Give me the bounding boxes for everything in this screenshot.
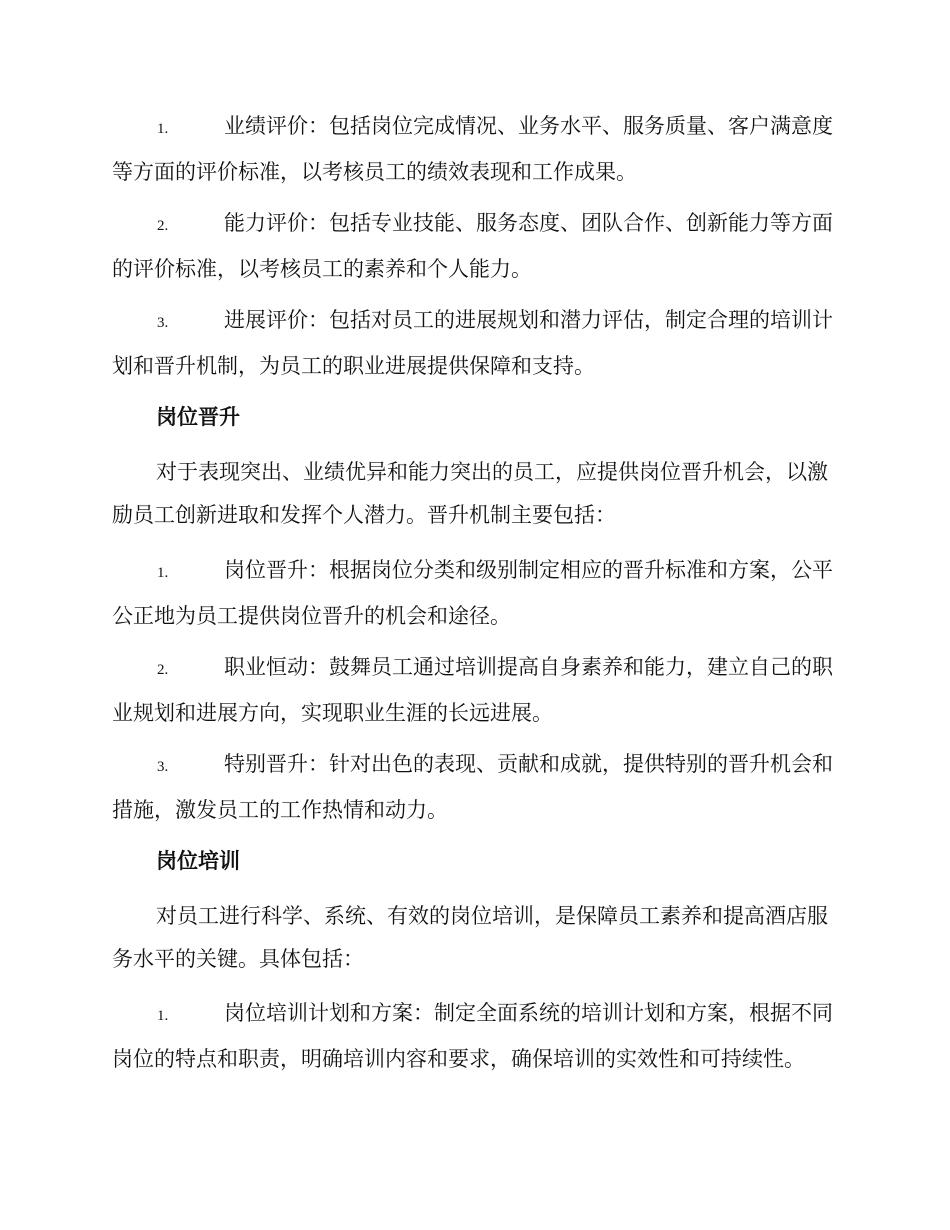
list-item-text: 岗位培训计划和方案：制定全面系统的培训计划和方案，根据不同岗位的特点和职责，明确培训内容和要求，确保培训的实效性和可持续性。 <box>112 1001 833 1071</box>
body-paragraph: 对员工进行科学、系统、有效的岗位培训，是保障员工素养和提高酒店服务水平的关键。具体包括： <box>112 904 828 971</box>
list-item-text: 岗位晋升：根据岗位分类和级别制定相应的晋升标准和方案，公平公正地为员工提供岗位晋升的机会和途径。 <box>112 558 833 628</box>
list-item <box>112 992 834 1081</box>
list-number: 3. <box>157 315 169 331</box>
list-number: 2. <box>157 218 169 234</box>
list-item-text: 特别晋升：针对出色的表现、贡献和成就，提供特别的晋升机会和措施，激发员工的工作热情和动力。 <box>112 752 833 822</box>
section-heading: 岗位培训 <box>156 849 240 873</box>
section-heading: 岗位晋升 <box>156 405 240 429</box>
list-item-text: 能力评价：包括专业技能、服务态度、团队合作、创新能力等方面的评价标准，以考核员工的素养和个人能力。 <box>112 211 833 281</box>
list-number: 1. <box>157 121 169 137</box>
list-item-text: 业绩评价：包括岗位完成情况、业务水平、服务质量、客户满意度等方面的评价标准，以考核员工的绩效表现和工作成果。 <box>112 114 833 184</box>
list-number: 2. <box>157 662 169 678</box>
list-item <box>112 743 834 832</box>
list-number: 3. <box>157 759 169 775</box>
list-number: 1. <box>157 1008 169 1024</box>
list-number: 1. <box>157 565 169 581</box>
list-item <box>112 202 834 291</box>
list-item-text: 进展评价：包括对员工的进展规划和潜力评估，制定合理的培训计划和晋升机制，为员工的职业进展提供保障和支持。 <box>112 308 833 378</box>
list-item <box>112 549 834 638</box>
list-item <box>112 646 834 735</box>
body-paragraph: 对于表现突出、业绩优异和能力突出的员工，应提供岗位晋升机会，以激励员工创新进取和发挥个人潜力。晋升机制主要包括： <box>112 460 828 527</box>
list-item <box>112 105 834 194</box>
list-item <box>112 299 834 388</box>
list-item-text: 职业恒动：鼓舞员工通过培训提高自身素养和能力，建立自己的职业规划和进展方向，实现职业生涯的长远进展。 <box>112 655 833 725</box>
